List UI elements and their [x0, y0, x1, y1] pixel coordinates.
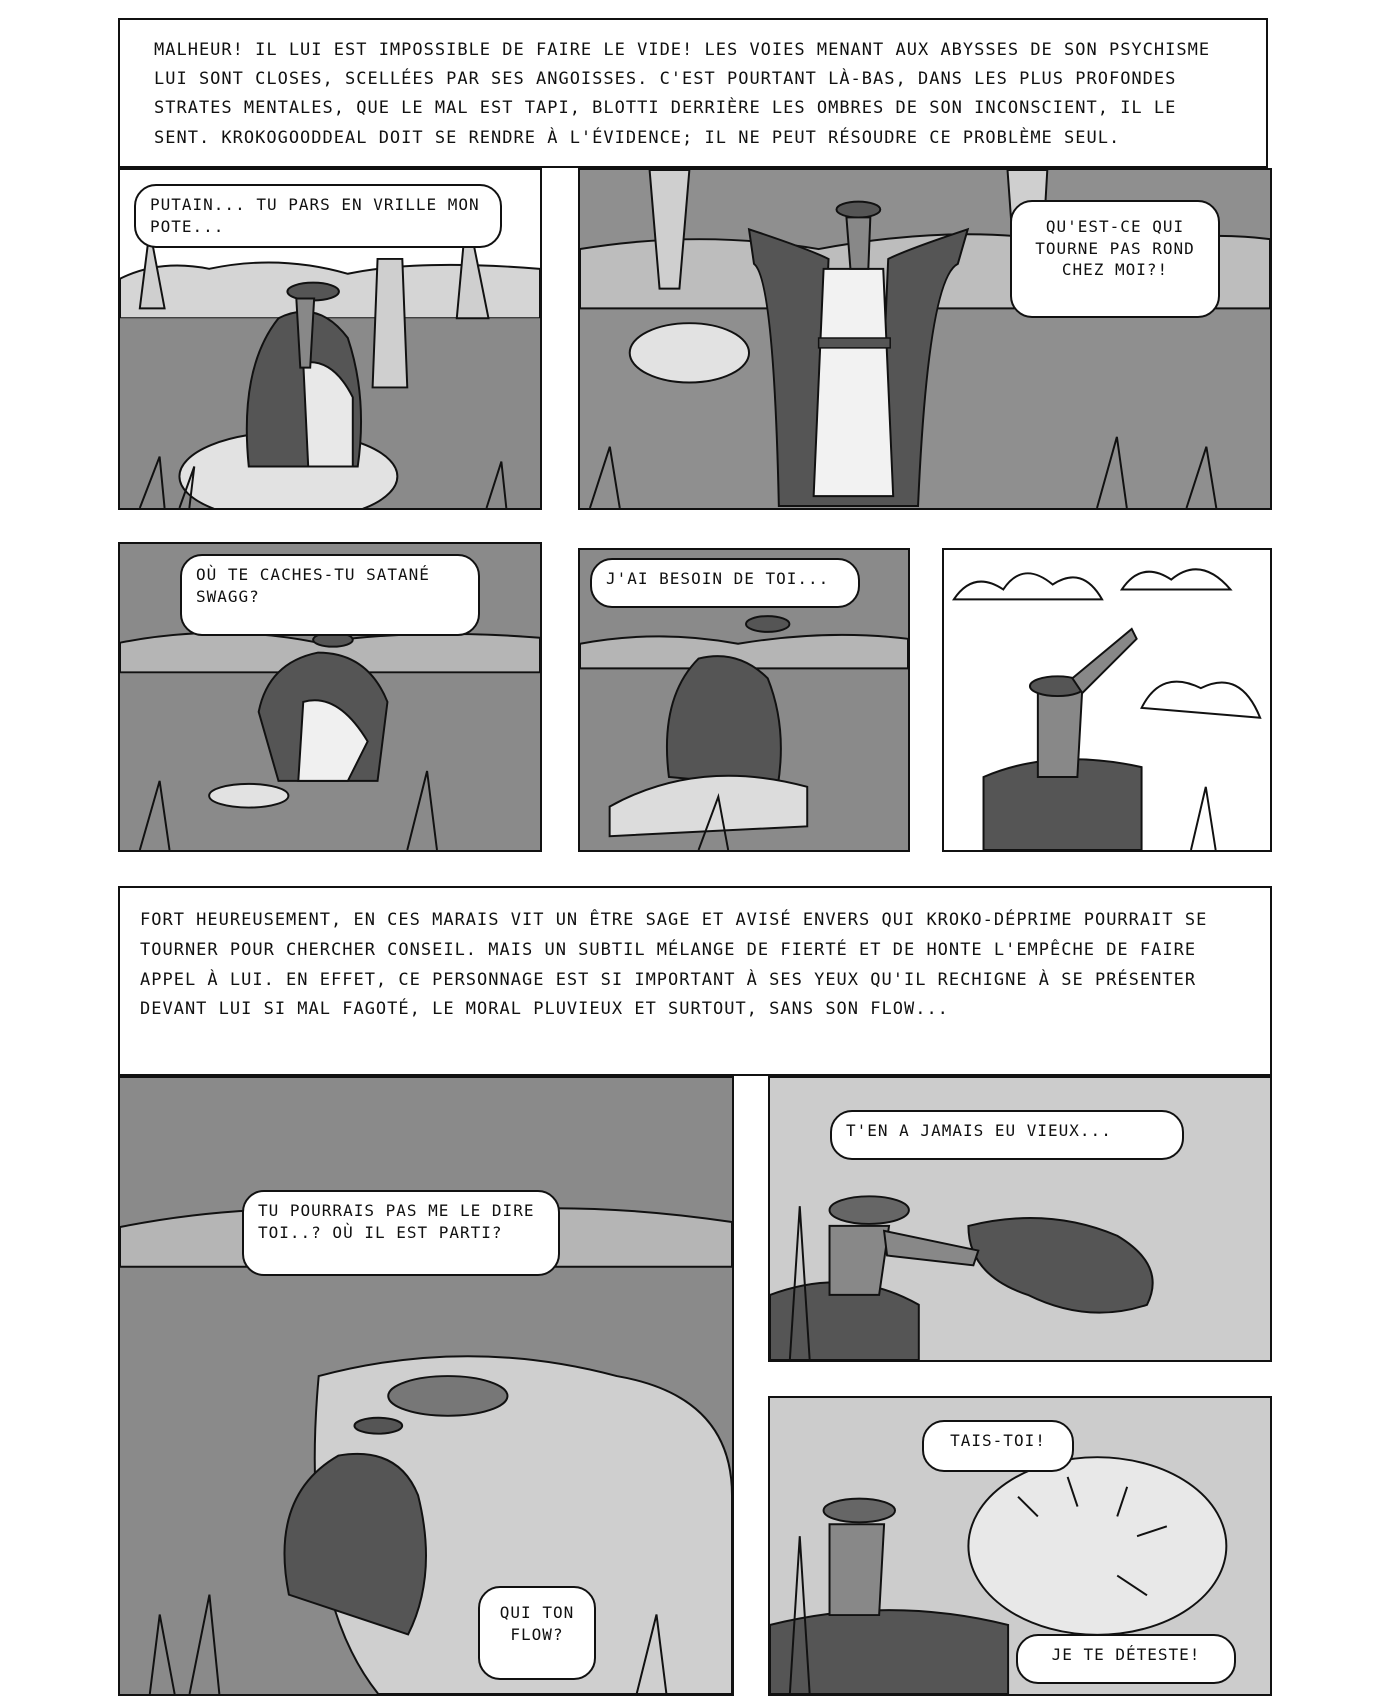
panel-6-art [120, 1078, 732, 1694]
panel-5-art [944, 550, 1270, 850]
speech-text-p8b: JE TE DÉTESTE! [1051, 1645, 1201, 1664]
speech-bubble-p3 [180, 554, 480, 636]
caption-middle-text: FORT HEUREUSEMENT, EN CES MARAIS VIT UN ÊTRE SAGE ET AVISÉ ENVERS QUI KROKO-DÉPRIME POURRAIT SE TOURNER POUR CHERCHER CONSEIL. MAIS UN SUBTIL MÉLANGE DE FIERTÉ ET DE HONTE L'EMPÊCHE DE FAIRE APPEL À LUI. EN EFFET, CE PERSONNAGE EST SI IMPORTANT À SES YEUX QU'IL RECHIGNE À SE PRÉSENTER DEVANT LUI SI MAL FAGOTÉ, LE MORAL PLUVIEUX ET SURTOUT, SANS SON FLOW... [140, 910, 1208, 1020]
speech-bubble-p7 [830, 1110, 1184, 1160]
speech-text-p6b: QUI TON FLOW? [499, 1603, 575, 1644]
speech-text-p3: OÙ TE CACHES-TU SATANÉ SWAGG? [196, 565, 430, 606]
speech-text-p2: QU'EST-CE QUI TOURNE PAS ROND CHEZ MOI?! [1035, 217, 1195, 280]
panel-7-reflection-reply [768, 1076, 1272, 1362]
speech-bubble-p8b [1016, 1634, 1236, 1684]
panel-6-talking-to-reflection [118, 1076, 734, 1696]
panel-5-looking-at-sky [942, 548, 1272, 852]
speech-text-p1: PUTAIN... TU PARS EN VRILLE MON POTE... [150, 195, 480, 236]
caption-top [118, 18, 1268, 168]
speech-bubble-p6a [242, 1190, 560, 1276]
caption-middle [118, 886, 1272, 1076]
speech-bubble-p2 [1010, 200, 1220, 318]
speech-bubble-p6b [478, 1586, 596, 1680]
panel-4-needs-you [578, 548, 910, 852]
panel-3-searching-plants [118, 542, 542, 852]
speech-text-p7: T'EN A JAMAIS EU VIEUX... [846, 1121, 1112, 1140]
panel-1-sitting-on-rock [118, 168, 542, 510]
caption-top-text: MALHEUR! IL LUI EST IMPOSSIBLE DE FAIRE LE VIDE! LES VOIES MENANT AUX ABYSSES DE SON PSYCHISME LUI SONT CLOSES, SCELLÉES PAR SES ANGOISSES. C'EST POURTANT LÀ-BAS, DANS LES PLUS PROFONDES STRATES MENTALES, QUE LE MAL EST TAPI, BLOTTI DERRIÈRE LES OMBRES DE SON INCONSCIENT, IL LE SENT. KROKOGOODDEAL DOIT SE RENDRE À L'ÉVIDENCE; IL NE PEUT RÉSOUDRE CE PROBLÈME SEUL. [154, 40, 1211, 148]
speech-bubble-p4 [590, 558, 860, 608]
speech-text-p4: J'AI BESOIN DE TOI... [606, 569, 830, 588]
speech-text-p8a: TAIS-TOI! [950, 1431, 1046, 1450]
speech-text-p6a: TU POURRAIS PAS ME LE DIRE TOI..? OÙ IL EST PARTI? [258, 1201, 535, 1242]
speech-bubble-p1 [134, 184, 502, 248]
speech-bubble-p8a [922, 1420, 1074, 1472]
panel-8-splash-anger [768, 1396, 1272, 1696]
panel-2-arms-raised [578, 168, 1272, 510]
